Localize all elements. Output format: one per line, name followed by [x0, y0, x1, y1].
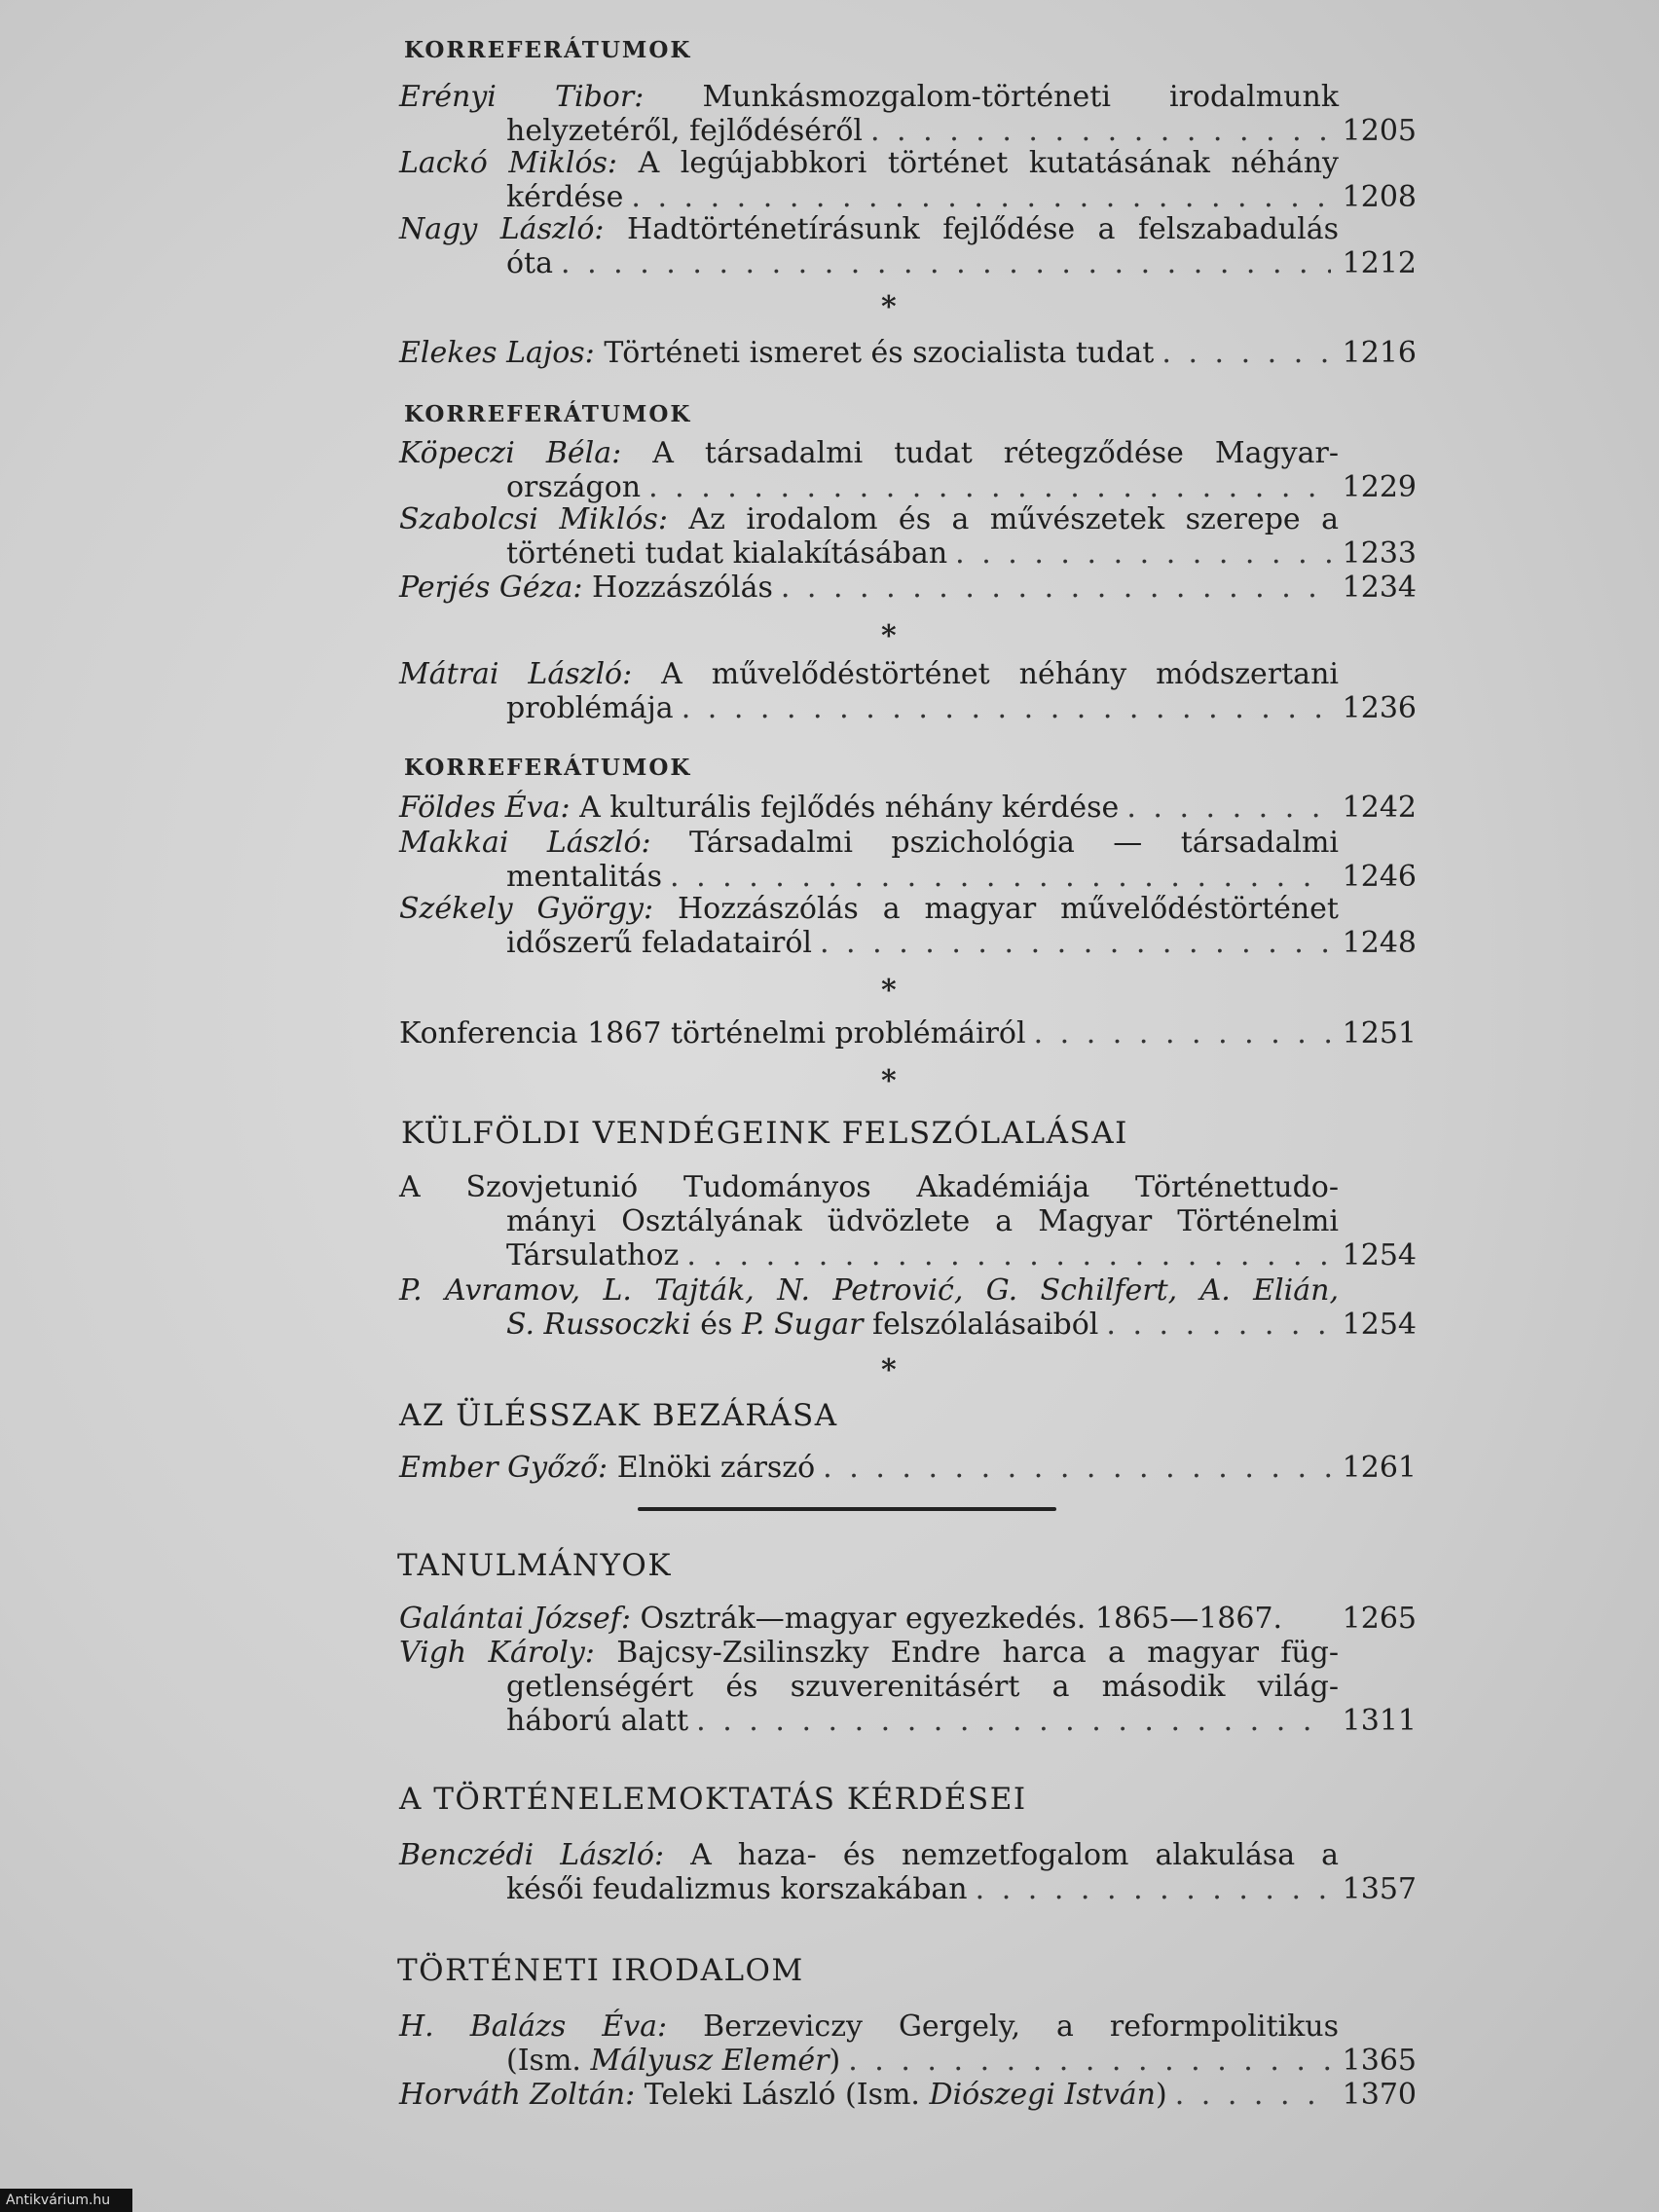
entry-title: Berzeviczy Gergely, a reformpolitikus — [703, 2009, 1339, 2044]
section-irodalom: TÖRTÉNETI IRODALOM — [397, 1953, 804, 1988]
entry-page: 1205 — [1342, 114, 1417, 148]
entry-page: 1254 — [1342, 1238, 1417, 1272]
entry-author: H. Balázs Éva: — [399, 2009, 668, 2044]
section-tanulmanyok: TANULMÁNYOK — [397, 1548, 672, 1583]
entry-title: Hadtörténetírásunk fejlődése a felszabadulás — [627, 212, 1339, 246]
divider-rule — [638, 1507, 1056, 1511]
section-kulfoldi: KÜLFÖLDI VENDÉGEINK FELSZÓLALÁSAI — [401, 1116, 1128, 1151]
section-oktatas: A TÖRTÉNELEMOKTATÁS KÉRDÉSEI — [399, 1782, 1027, 1817]
entry-title: Hozzászólás — [591, 571, 773, 605]
toc-entry-kopeczi — [399, 436, 1417, 504]
entry-page: 1246 — [1342, 860, 1417, 894]
entry-title-cont: mányi Osztályának üdvözlete a Magyar Történelmi — [506, 1204, 1339, 1238]
entry-page: 1212 — [1342, 246, 1417, 280]
separator-star: * — [881, 1353, 897, 1387]
entry-title: Osztrák—magyar egyezkedés. 1865—1867. — [640, 1602, 1283, 1636]
separator-star: * — [881, 619, 897, 653]
entry-page: 1370 — [1342, 2078, 1417, 2112]
entry-author: Elekes Lajos: — [399, 336, 595, 370]
entry-page: 1248 — [1342, 926, 1417, 960]
entry-page: 1265 — [1342, 1602, 1417, 1636]
entry-author: Galántai József: — [399, 1602, 631, 1636]
toc-entry-konferencia — [399, 1016, 1417, 1051]
entry-title: A legújabbkori történet kutatásának néhány — [638, 146, 1339, 180]
entry-author: Ember Győző: — [399, 1451, 608, 1485]
toc-entry-balazs — [399, 2009, 1417, 2078]
entry-author: Perjés Géza: — [399, 571, 583, 605]
toc-entry-vigh — [399, 1636, 1417, 1738]
entry-author: Szabolcsi Miklós: — [399, 502, 668, 536]
entry-page: 1233 — [1342, 536, 1417, 571]
entry-author: S. Russoczki — [506, 1308, 691, 1342]
entry-title: A kulturális fejlődés néhány kérdése — [579, 791, 1120, 825]
toc-entry-benczedi — [399, 1838, 1417, 1906]
entry-title: Bajcsy-Zsilinszky Endre harca a magyar füg- — [616, 1636, 1339, 1670]
toc-entry-szovjetunio — [399, 1170, 1417, 1272]
entry-page: 1311 — [1342, 1704, 1417, 1738]
entry-title-cont: kérdése — [506, 180, 624, 214]
entry-page: 1236 — [1342, 691, 1417, 725]
entry-author: Mátrai László: — [399, 657, 633, 691]
toc-entry-ember — [399, 1451, 1417, 1485]
toc-entry-galantai — [399, 1602, 1417, 1636]
toc-entry-lacko — [399, 146, 1417, 214]
entry-author: Lackó Miklós: — [399, 146, 618, 180]
korref-heading-2: KORREFERÁTUMOK — [404, 401, 692, 427]
toc-entry-elekes — [399, 336, 1417, 370]
entry-title-cont: késői feudalizmus korszakában — [506, 1872, 968, 1906]
entry-page: 1229 — [1342, 470, 1417, 504]
toc-entry-horvath — [399, 2078, 1417, 2112]
section-bezaras: AZ ÜLÉSSZAK BEZÁRÁSA — [399, 1398, 838, 1433]
entry-reviewer: Diószegi István — [929, 2078, 1156, 2112]
entry-title: felszólalásaiból — [871, 1308, 1099, 1342]
entry-title: Az irodalom és a művészetek szerepe a — [688, 502, 1339, 536]
toc-entry-szabolcsi — [399, 502, 1417, 571]
entry-author: Erényi Tibor: — [399, 80, 645, 114]
entry-author: Benczédi László: — [399, 1838, 665, 1872]
entry-page: 1216 — [1342, 336, 1417, 370]
entry-title: A haza- és nemzetfogalom alakulása a — [690, 1838, 1339, 1872]
entry-authors: P. Avramov, L. Tajták, N. Petrović, G. Schilfert, A. Elián, — [399, 1273, 1339, 1308]
entry-title: A Szovjetunió Tudományos Akadémiája Történettudo- — [399, 1170, 1339, 1204]
korref-heading-3: KORREFERÁTUMOK — [404, 755, 692, 781]
entry-author: Földes Éva: — [399, 791, 571, 825]
entry-page: 1242 — [1342, 791, 1417, 825]
entry-author: P. Sugar — [741, 1308, 864, 1342]
separator-star: * — [881, 1064, 897, 1098]
entry-title-cont: óta — [506, 246, 554, 280]
toc-entry-makkai — [399, 826, 1417, 894]
entry-title: Konferencia 1867 történelmi problémáiról — [399, 1016, 1026, 1051]
toc-entry-avramov — [399, 1273, 1417, 1342]
entry-title: A társadalmi tudat rétegződése Magyar- — [652, 436, 1339, 470]
toc-entry-szekely — [399, 892, 1417, 960]
separator-star: * — [881, 974, 897, 1008]
entry-title-cont: helyzetéről, fejlődéséről — [506, 114, 863, 148]
entry-title-cont: országon — [506, 470, 642, 504]
entry-title-cont: getlenségért és szuverenitásért a második világ- — [506, 1670, 1339, 1704]
entry-page: 1234 — [1342, 571, 1417, 605]
toc-entry-perjes — [399, 571, 1417, 605]
entry-title-cont: (Ism. — [506, 2044, 581, 2078]
separator-star: * — [881, 290, 897, 324]
entry-author: Vigh Károly: — [399, 1636, 595, 1670]
entry-title-cont: problémája — [506, 691, 674, 725]
entry-title: A művelődéstörténet néhány módszertani — [661, 657, 1339, 691]
toc-entry-nagy — [399, 212, 1417, 280]
entry-title: Munkásmozgalom-történeti irodalmunk — [702, 80, 1339, 114]
entry-author: Makkai László: — [399, 826, 651, 860]
entry-page: 1208 — [1342, 180, 1417, 214]
toc-entry-erenyi — [399, 80, 1417, 148]
watermark: Antikvárium.hu — [0, 2189, 132, 2212]
entry-title-cont: ) — [829, 2044, 841, 2078]
entry-and: és — [700, 1308, 733, 1342]
entry-title-cont: történeti tudat kialakításában — [506, 536, 948, 571]
entry-title-cont: időszerű feladatairól — [506, 926, 812, 960]
korref-heading-1: KORREFERÁTUMOK — [404, 37, 692, 63]
entry-reviewer: Mályusz Elemér — [590, 2044, 830, 2078]
entry-page: 1365 — [1342, 2044, 1417, 2078]
entry-title-cont: Társulathoz — [506, 1238, 680, 1272]
toc-entry-foldes — [399, 791, 1417, 825]
entry-title: Teleki László (Ism. — [644, 2078, 920, 2112]
entry-page: 1357 — [1342, 1872, 1417, 1906]
entry-page: 1254 — [1342, 1308, 1417, 1342]
entry-title: Hozzászólás a magyar művelődéstörténet — [677, 892, 1339, 926]
entry-author: Horváth Zoltán: — [399, 2078, 636, 2112]
entry-title-cont: mentalitás — [506, 860, 662, 894]
entry-page: 1261 — [1342, 1451, 1417, 1485]
entry-author: Köpeczi Béla: — [399, 436, 622, 470]
entry-title: Elnöki zárszó — [616, 1451, 816, 1485]
entry-author: Nagy László: — [399, 212, 605, 246]
entry-title-cont: háború alatt — [506, 1704, 689, 1738]
entry-title: Történeti ismeret és szocialista tudat — [604, 336, 1155, 370]
entry-author: Székely György: — [399, 892, 654, 926]
toc-entry-matrai — [399, 657, 1417, 725]
entry-title-cont: ) — [1155, 2078, 1167, 2112]
entry-page: 1251 — [1342, 1016, 1417, 1051]
entry-title: Társadalmi pszichológia — társadalmi — [689, 826, 1340, 860]
